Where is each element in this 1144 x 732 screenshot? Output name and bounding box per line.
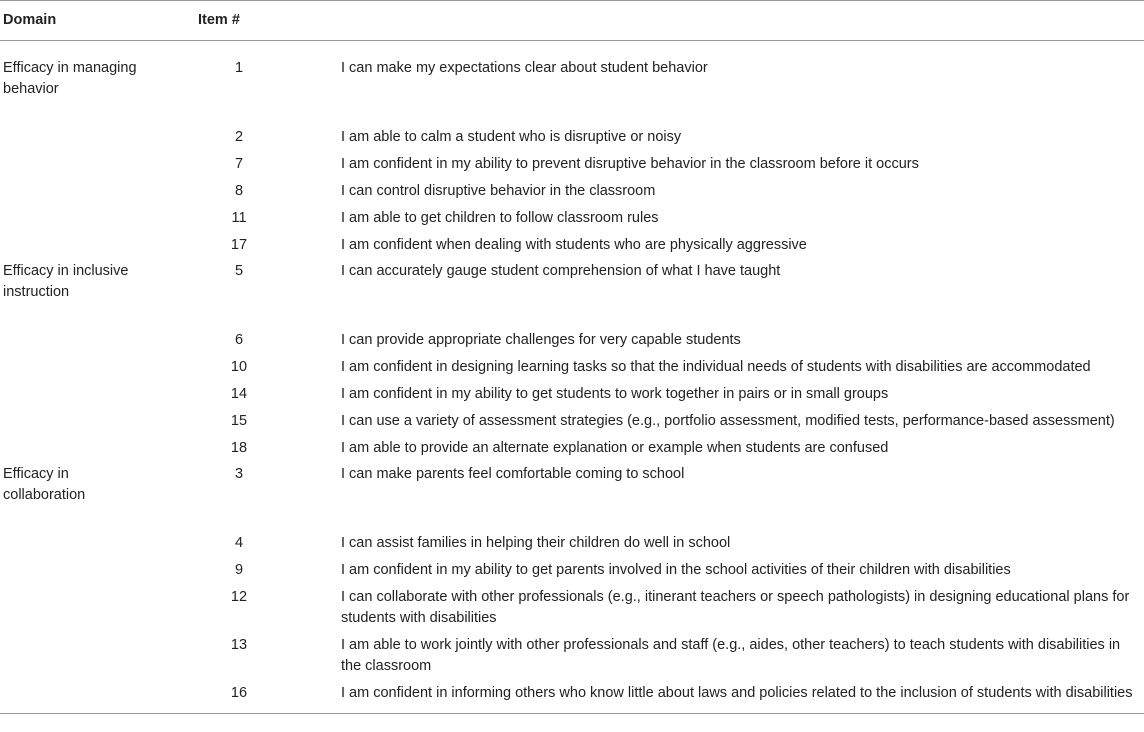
item-text-cell: I am confident in my ability to get students to work together in pairs or in small groups: [341, 386, 889, 402]
item-text-cell: I can control disruptive behavior in the classroom: [341, 183, 656, 199]
table-row: [0, 381, 1144, 408]
item-number-cell: 6: [234, 332, 244, 348]
table-row: [0, 327, 1144, 354]
domain-cell: [0, 584, 150, 632]
item-number-cell: 3: [234, 466, 244, 482]
item-text-cell: I can accurately gauge student comprehension of what I have taught: [341, 263, 781, 279]
domain-cell: Efficacy in inclusive instruction: [3, 263, 129, 300]
table-row: [0, 632, 1144, 680]
item-text-cell: I can make my expectations clear about student behavior: [341, 60, 708, 76]
item-number-cell: 15: [230, 413, 248, 429]
item-text-cell: I am confident in designing learning tasks so that the individual needs of students with disabilities are accommodated: [341, 359, 1091, 375]
table-row: [0, 151, 1144, 178]
header-row: [0, 1, 1144, 41]
item-text-cell: I am confident when dealing with students who are physically aggressive: [341, 237, 807, 253]
table-row: [0, 354, 1144, 381]
item-text-cell: I can use a variety of assessment strategies (e.g., portfolio assessment, modified tests, performance-based assessment): [341, 413, 1115, 429]
item-number-cell: 12: [230, 589, 248, 605]
item-text-cell: I am able to get children to follow classroom rules: [341, 210, 659, 226]
table-row: [0, 680, 1144, 707]
table-row: [0, 435, 1144, 461]
item-number-cell: 13: [230, 637, 248, 653]
item-text-cell: I can make parents feel comfortable coming to school: [341, 466, 685, 482]
domain-cell: [0, 408, 150, 435]
domain-cell: Efficacy in managing behavior: [3, 60, 137, 97]
item-number-cell: 16: [230, 685, 248, 701]
table-row: [0, 557, 1144, 584]
domain-cell: [0, 354, 150, 381]
item-text-cell: I am confident in my ability to prevent disruptive behavior in the classroom before it occurs: [341, 156, 919, 172]
item-number-cell: 1: [234, 60, 244, 76]
header-item-number: Item #: [198, 12, 240, 28]
domain-cell: [0, 632, 150, 680]
header-domain: Domain: [3, 12, 57, 28]
item-number-cell: 4: [234, 535, 244, 551]
table-row: [0, 408, 1144, 435]
table-header: [0, 1, 1144, 41]
table-row: [0, 41, 1144, 125]
domain-cell: [0, 178, 150, 205]
table-row: [0, 124, 1144, 151]
item-number-cell: 2: [234, 129, 244, 145]
spacer-cell: [0, 707, 150, 714]
item-text-cell: I am able to calm a student who is disruptive or noisy: [341, 129, 682, 145]
table-row: [0, 232, 1144, 258]
table-body: [0, 41, 1144, 714]
table-row: [0, 461, 1144, 530]
spacer-cell: [338, 707, 1144, 714]
table-row: [0, 584, 1144, 632]
domain-cell: [0, 381, 150, 408]
item-number-cell: 10: [230, 359, 248, 375]
item-text-cell: I am able to work jointly with other professionals and staff (e.g., aides, other teachers) to teach students with disabilities in the classroom: [341, 637, 1121, 674]
item-number-cell: 7: [234, 156, 244, 172]
domain-cell: [0, 205, 150, 232]
item-number-cell: 5: [234, 263, 244, 279]
domain-cell: [0, 530, 150, 557]
domain-cell: [0, 680, 150, 707]
domain-cell: [0, 435, 150, 461]
item-number-cell: 9: [234, 562, 244, 578]
item-number-cell: 11: [231, 210, 247, 226]
item-text-cell: I can provide appropriate challenges for very capable students: [341, 332, 741, 348]
item-text-cell: I can assist families in helping their children do well in school: [341, 535, 731, 551]
domain-cell: [0, 151, 150, 178]
item-text-cell: I am able to provide an alternate explanation or example when students are confused: [341, 440, 889, 456]
domain-cell: [0, 327, 150, 354]
table-row: [0, 530, 1144, 557]
domain-cell: [0, 557, 150, 584]
table-row: [0, 205, 1144, 232]
header-description: [338, 1, 1144, 41]
item-number-cell: 8: [234, 183, 244, 199]
table-row: [0, 178, 1144, 205]
table-bottom-spacer: [0, 707, 1144, 714]
domain-cell: Efficacy in collaboration: [3, 466, 86, 503]
item-text-cell: I can collaborate with other professionals (e.g., itinerant teachers or speech pathologists) in designing educational plans for students with disabilities: [341, 589, 1130, 626]
spacer-cell: [150, 707, 338, 714]
item-number-cell: 17: [230, 237, 248, 253]
domain-cell: [0, 232, 150, 258]
item-number-cell: 14: [230, 386, 248, 402]
item-text-cell: I am confident in my ability to get parents involved in the school activities of their children with disabilities: [341, 562, 1011, 578]
domain-cell: [0, 124, 150, 151]
table-row: [0, 258, 1144, 327]
item-text-cell: I am confident in informing others who know little about laws and policies related to the inclusion of students with disabilities: [341, 685, 1133, 701]
item-number-cell: 18: [230, 440, 248, 456]
